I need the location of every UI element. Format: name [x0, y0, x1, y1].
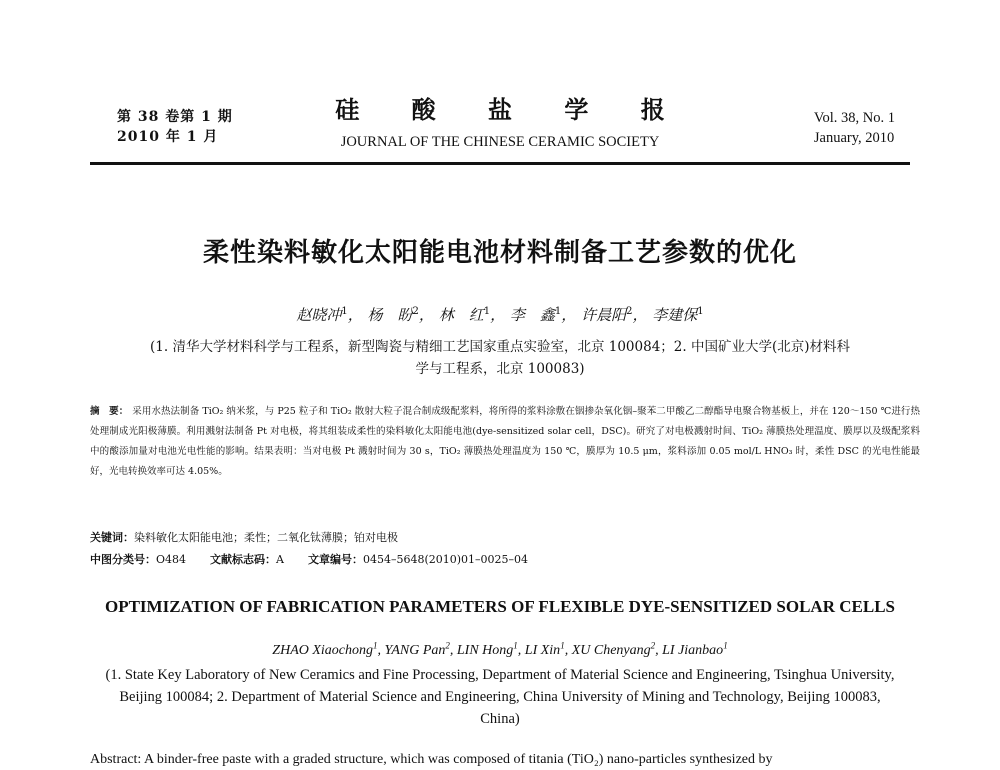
- date-en: January, 2010: [813, 130, 895, 146]
- classification-line: [90, 550, 528, 570]
- journal-name-cn: 硅 酸 盐 学 报: [335, 95, 687, 124]
- author-cn: 林 红$^1$，: [438, 306, 506, 324]
- paper-title-en: OPTIMIZATION OF FABRICATION PARAMETERS OF FLEXIBLE DYE-SENSITIZED SOLAR CELLS: [104, 597, 895, 616]
- keywords-cn: [90, 528, 398, 548]
- abstract-cn: [90, 402, 920, 482]
- doc-code-value: A: [276, 553, 284, 566]
- author-list-en: [90, 640, 910, 659]
- keywords-label: 关键词：: [90, 531, 134, 544]
- clc-label: 中图分类号：: [90, 553, 156, 566]
- paper-title-cn: 柔性染料敏化太阳能电池材料制备工艺参数的优化: [202, 238, 797, 268]
- article-number-value: 0454–5648(2010)01–0025–04: [362, 553, 529, 566]
- article-number-label: 文章编号：: [307, 553, 363, 566]
- author-en: LIN Hong$^1$,: [456, 640, 525, 658]
- header-rule: [90, 162, 910, 165]
- journal-issue-en: [814, 108, 895, 148]
- journal-issue-cn: [117, 107, 233, 147]
- volume-issue-en: Vol. 38, No. 1: [813, 110, 895, 126]
- author-cn: 赵晓冲$^1$，: [296, 306, 363, 324]
- author-en: ZHAO Xiaochong$^1$,: [272, 640, 385, 658]
- keywords-text: 染料敏化太阳能电池；柔性；二氧化钛薄膜；铂对电极: [134, 531, 398, 544]
- abstract-en-partial: Abstract: A binder-free paste with a graded structure, which was composed of titania (TiO₂) nano-particles synthesized by: [90, 752, 773, 767]
- journal-name: [300, 90, 700, 151]
- abstract-cn-label: 摘 要：: [90, 406, 129, 417]
- author-cn: 李建保$^1$: [652, 306, 704, 324]
- author-en: YANG Pan$^2$,: [384, 640, 457, 658]
- author-cn: 李 鑫$^1$，: [509, 306, 577, 324]
- author-cn: 许晨阳$^2$，: [581, 306, 648, 324]
- author-list-cn: [90, 304, 910, 325]
- author-en: LI Xin$^1$,: [524, 640, 572, 658]
- journal-name-en: JOURNAL OF THE CHINESE CERAMIC SOCIETY: [340, 134, 660, 150]
- date-cn: 2010 年 1 月: [117, 129, 219, 145]
- abstract-cn-text: 采用水热法制备 TiO₂ 纳米浆，与 P25 粒子和 TiO₂ 散射大粒子混合制成级配浆料，将所得的浆料涂敷在铟掺杂氧化铟–聚苯二甲酸乙二醇酯导电聚合物基板上，并在 120～150 ℃进行热处理制成光阳极薄膜。利用溅射法制备 Pt 对电极，将其组装成柔性的染料敏化太阳能电池(dye-sensitized solar cell，DSC)。研究了对电极溅射时间、TiO₂ 薄膜热处理温度、膜厚以及级配浆料中的酸添加量对电池光电性能的影响。结果表明：当对电极 Pt 溅射时间为 30 s，TiO₂ 薄膜热处理温度为 150 ℃，膜厚为 10.5 μm，浆料添加 0.05 mol/L HNO₃ 时，柔性 DSC 的光电性能最好，光电转换效率可达 4.05%。: [90, 406, 920, 477]
- affiliation-cn: (1. 清华大学材料科学与工程系，新型陶瓷与精细工艺国家重点实验室，北京 100084；2. 中国矿业大学(北京)材料科学与工程系，北京 100083): [150, 339, 850, 377]
- author-en: XU Chenyang$^2$,: [571, 640, 663, 658]
- clc-value: O484: [156, 553, 187, 566]
- author-en: LI Jianbao$^1$: [662, 640, 728, 658]
- author-cn: 杨 盼$^2$，: [367, 306, 434, 324]
- affiliation-en: (1. State Key Laboratory of New Ceramics and Fine Processing, Department of Material Science and Engineering, Tsinghua University, Beijing 100084; 2. Department of Material Science and Engineering, China University of Mining and Technology, Beijing 100083, China): [105, 667, 895, 727]
- doc-code-label: 文献标志码：: [210, 553, 277, 566]
- volume-issue-cn: 第 38 卷第 1 期: [117, 109, 233, 125]
